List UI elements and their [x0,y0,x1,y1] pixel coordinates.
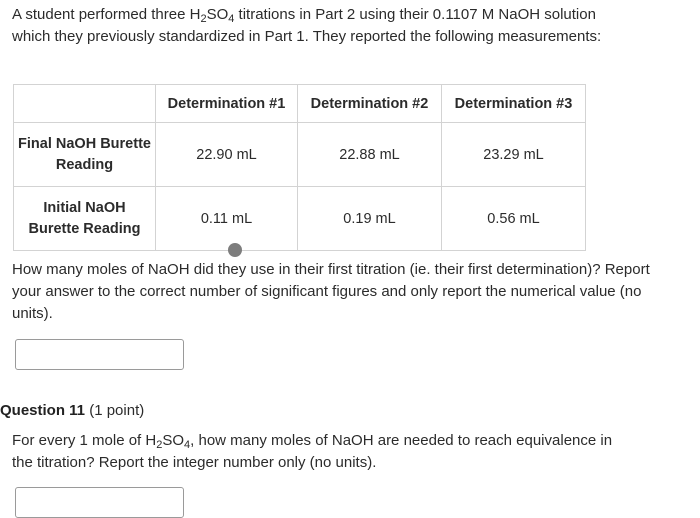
q11-text-1: For every 1 mole of H [12,432,157,449]
q11-text-2: SO [162,432,185,449]
table-header-determination-1: Determination #1 [156,85,298,123]
row-label-line: Burette Reading [28,220,141,237]
row-label-initial-reading [14,187,156,251]
q11-text-3: , how many moles of NaOH are needed to reach equivalence in the titration? Report the integer number only (no units). [12,432,613,471]
question-11-heading [0,400,144,422]
table-cell: 23.29 mL [442,123,586,187]
row-label-line: Final NaOH Burette [18,135,151,152]
q11-sub-4: 4 [184,439,191,451]
table-resize-handle[interactable] [228,243,242,257]
question-11-points: (1 point) [85,402,145,419]
intro-text-1: A student performed three H [12,6,201,23]
question-10-text: How many moles of NaOH did they use in their first titration (ie. their first determination)? Report your answer to the correct number of significant figures and only report the numerical value (no units). [12,261,650,322]
table-header-empty [14,85,156,123]
table-header-determination-3: Determination #3 [442,85,586,123]
table-cell: 22.88 mL [298,123,442,187]
table-row [14,123,586,187]
row-label-line: Initial NaOH [43,199,126,216]
table-header-row [14,85,586,123]
intro-text-2: SO [206,6,229,23]
table-cell: 22.90 mL [156,123,298,187]
measurements-table [13,84,586,251]
intro-sub-2: 2 [200,13,207,25]
q11-sub-2: 2 [156,439,163,451]
row-label-final-reading [14,123,156,187]
table-header-determination-2: Determination #2 [298,85,442,123]
table-cell: 0.56 mL [442,187,586,251]
intro-sub-4: 4 [228,13,235,25]
intro-paragraph [12,4,632,48]
table-cell: 0.19 mL [298,187,442,251]
question-11-title: Question 11 [0,402,86,419]
intro-text-3: titrations in Part 2 using their 0.1107 M NaOH solution which they previously standardized in Part 1. They reported the following measurements: [12,6,602,45]
question-10-answer-input[interactable] [15,339,184,370]
question-11-text [12,430,632,474]
table-row [14,187,586,251]
question-11-answer-input[interactable] [15,487,184,518]
table-cell: 0.11 mL [156,187,298,251]
row-label-line: Reading [55,156,114,173]
